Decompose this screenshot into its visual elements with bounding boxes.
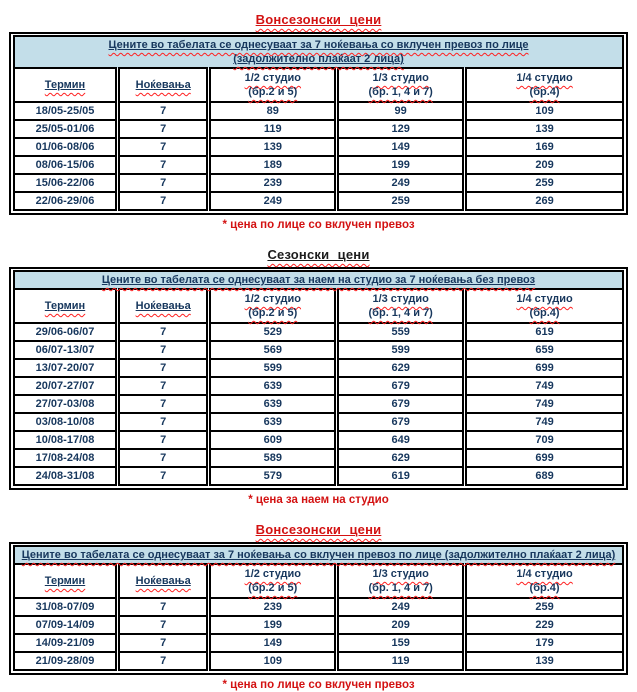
table-cell: 639	[209, 377, 337, 395]
title-underline	[256, 522, 382, 537]
table-cell: 249	[337, 598, 465, 616]
table-cell: 01/06-08/06	[14, 138, 118, 156]
table-cell: 639	[209, 413, 337, 431]
table-cell: 689	[465, 467, 623, 485]
table-row	[14, 616, 623, 634]
column-header: 1/2 студио (бр.2 и 5)	[209, 289, 337, 323]
table-cell: 119	[209, 120, 337, 138]
table-row	[14, 341, 623, 359]
table-cell: 619	[465, 323, 623, 341]
table-cell: 749	[465, 395, 623, 413]
table-cell: 7	[118, 102, 209, 120]
table-cell: 139	[465, 652, 623, 670]
column-header: 1/3 студио (бр. 1, 4 и 7)	[337, 289, 465, 323]
table-cell: 199	[209, 616, 337, 634]
table-row	[14, 120, 623, 138]
table-cell: 7	[118, 598, 209, 616]
table-body	[14, 323, 623, 485]
table-cell: 14/09-21/09	[14, 634, 118, 652]
table-row	[14, 359, 623, 377]
table-cell: 7	[118, 138, 209, 156]
table-banner	[14, 36, 623, 68]
title-text: Вонсезонски цени	[255, 522, 382, 537]
table-cell: 03/08-10/08	[14, 413, 118, 431]
table-cell: 7	[118, 377, 209, 395]
table-row	[14, 598, 623, 616]
table-cell: 18/05-25/05	[14, 102, 118, 120]
table-cell: 699	[465, 359, 623, 377]
table-cell: 269	[465, 192, 623, 210]
column-header: 1/2 студио (бр.2 и 5)	[209, 68, 337, 102]
table-cell: 699	[465, 449, 623, 467]
column-header: Термин	[14, 68, 118, 102]
table-row	[14, 652, 623, 670]
table-row	[14, 377, 623, 395]
table-cell: 159	[337, 634, 465, 652]
column-header: Ноќевања	[118, 564, 209, 598]
table-row	[14, 395, 623, 413]
section-title	[9, 247, 628, 263]
table-cell: 599	[209, 359, 337, 377]
table-cell: 189	[209, 156, 337, 174]
table-cell: 27/07-03/08	[14, 395, 118, 413]
table-cell: 7	[118, 616, 209, 634]
table-cell: 209	[337, 616, 465, 634]
table-cell: 129	[337, 120, 465, 138]
table-cell: 619	[337, 467, 465, 485]
column-header: Ноќевања	[118, 289, 209, 323]
column-header: 1/3 студио (бр. 1, 4 и 7)	[337, 68, 465, 102]
table-cell: 21/09-28/09	[14, 652, 118, 670]
column-header: 1/2 студио (бр.2 и 5)	[209, 564, 337, 598]
table-cell: 7	[118, 431, 209, 449]
table-footnote: * цена по лице со вклучен превоз	[222, 219, 415, 231]
table-row	[14, 634, 623, 652]
table-cell: 149	[337, 138, 465, 156]
table-cell: 639	[209, 395, 337, 413]
table-cell: 10/08-17/08	[14, 431, 118, 449]
table-cell: 259	[337, 192, 465, 210]
table-cell: 139	[209, 138, 337, 156]
price-table-frame	[9, 267, 628, 490]
price-table	[13, 35, 624, 211]
banner-line: (задолжително плаќаат 2 лица)	[233, 53, 404, 65]
table-cell: 7	[118, 449, 209, 467]
table-cell: 599	[337, 341, 465, 359]
table-row	[14, 138, 623, 156]
table-cell: 209	[465, 156, 623, 174]
table-cell: 239	[209, 598, 337, 616]
section-title	[9, 522, 628, 538]
table-cell: 749	[465, 413, 623, 431]
table-cell: 13/07-20/07	[14, 359, 118, 377]
column-header: Термин	[14, 564, 118, 598]
table-cell: 229	[465, 616, 623, 634]
table-cell: 659	[465, 341, 623, 359]
table-cell: 20/07-27/07	[14, 377, 118, 395]
table-cell: 749	[465, 377, 623, 395]
table-row	[14, 156, 623, 174]
table-cell: 239	[209, 174, 337, 192]
price-table	[13, 270, 624, 486]
table-row	[14, 449, 623, 467]
column-header-row	[14, 564, 623, 598]
table-cell: 259	[465, 598, 623, 616]
table-cell: 199	[337, 156, 465, 174]
table-cell: 7	[118, 634, 209, 652]
table-cell: 17/08-24/08	[14, 449, 118, 467]
table-cell: 119	[337, 652, 465, 670]
banner-row	[14, 546, 623, 564]
table-cell: 31/08-07/09	[14, 598, 118, 616]
table-cell: 22/06-29/06	[14, 192, 118, 210]
table-cell: 7	[118, 120, 209, 138]
table-cell: 7	[118, 652, 209, 670]
table-cell: 259	[465, 174, 623, 192]
table-cell: 679	[337, 395, 465, 413]
table-cell: 679	[337, 413, 465, 431]
table-row	[14, 102, 623, 120]
table-cell: 249	[337, 174, 465, 192]
table-cell: 169	[465, 138, 623, 156]
table-cell: 7	[118, 341, 209, 359]
table-body	[14, 598, 623, 670]
banner-row	[14, 271, 623, 289]
column-header: Термин	[14, 289, 118, 323]
banner-line: Цените во табелата се однесуваат за 7 ноќевања со вклучен превоз по лице (задолжително плаќаат 2 лица)	[21, 549, 616, 561]
table-row	[14, 323, 623, 341]
table-cell: 589	[209, 449, 337, 467]
table-cell: 149	[209, 634, 337, 652]
price-table	[13, 545, 624, 671]
table-cell: 7	[118, 156, 209, 174]
table-row	[14, 431, 623, 449]
column-header: Ноќевања	[118, 68, 209, 102]
section-season	[9, 247, 628, 507]
table-cell: 579	[209, 467, 337, 485]
title-text: Сезонски цени	[267, 247, 370, 262]
table-footnote: * цена за наем на студио	[248, 494, 389, 506]
section-offseason-2	[9, 522, 628, 692]
table-cell: 99	[337, 102, 465, 120]
table-cell: 679	[337, 377, 465, 395]
table-cell: 7	[118, 413, 209, 431]
section-title	[9, 12, 628, 28]
table-banner	[14, 271, 623, 289]
table-cell: 609	[209, 431, 337, 449]
table-cell: 06/07-13/07	[14, 341, 118, 359]
table-row	[14, 467, 623, 485]
column-header: 1/3 студио (бр. 1, 4 и 7)	[337, 564, 465, 598]
table-cell: 709	[465, 431, 623, 449]
section-offseason-1	[9, 12, 628, 232]
column-header-row	[14, 68, 623, 102]
table-cell: 89	[209, 102, 337, 120]
column-header: 1/4 студио (бр.4)	[465, 68, 623, 102]
table-banner	[14, 546, 623, 564]
price-table-frame	[9, 32, 628, 215]
table-cell: 249	[209, 192, 337, 210]
table-cell: 179	[465, 634, 623, 652]
table-body	[14, 102, 623, 210]
table-cell: 629	[337, 359, 465, 377]
title-text: Вонсезонски цени	[255, 12, 382, 27]
title-underline	[256, 12, 382, 27]
table-cell: 25/05-01/06	[14, 120, 118, 138]
table-row	[14, 174, 623, 192]
table-cell: 24/08-31/08	[14, 467, 118, 485]
table-cell: 7	[118, 395, 209, 413]
table-cell: 7	[118, 323, 209, 341]
table-cell: 08/06-15/06	[14, 156, 118, 174]
banner-line: Цените во табелата се однесуваат за 7 ноќевања со вклучен превоз по лице	[108, 39, 529, 51]
table-cell: 649	[337, 431, 465, 449]
table-cell: 559	[337, 323, 465, 341]
price-table-frame	[9, 542, 628, 675]
table-cell: 629	[337, 449, 465, 467]
table-cell: 569	[209, 341, 337, 359]
table-cell: 29/06-06/07	[14, 323, 118, 341]
banner-row	[14, 36, 623, 68]
table-cell: 529	[209, 323, 337, 341]
table-cell: 109	[465, 102, 623, 120]
column-header: 1/4 студио (бр.4)	[465, 289, 623, 323]
table-row	[14, 192, 623, 210]
banner-line: Цените во табелата се однесуваат за наем на студио за 7 ноќевања без превоз	[101, 274, 536, 286]
table-cell: 109	[209, 652, 337, 670]
table-cell: 7	[118, 359, 209, 377]
table-cell: 7	[118, 174, 209, 192]
column-header: 1/4 студио (бр.4)	[465, 564, 623, 598]
table-cell: 7	[118, 467, 209, 485]
column-header-row	[14, 289, 623, 323]
table-row	[14, 413, 623, 431]
table-cell: 7	[118, 192, 209, 210]
title-underline	[267, 247, 369, 262]
table-cell: 07/09-14/09	[14, 616, 118, 634]
table-footnote: * цена по лице со вклучен превоз	[222, 679, 415, 691]
table-cell: 139	[465, 120, 623, 138]
table-cell: 15/06-22/06	[14, 174, 118, 192]
